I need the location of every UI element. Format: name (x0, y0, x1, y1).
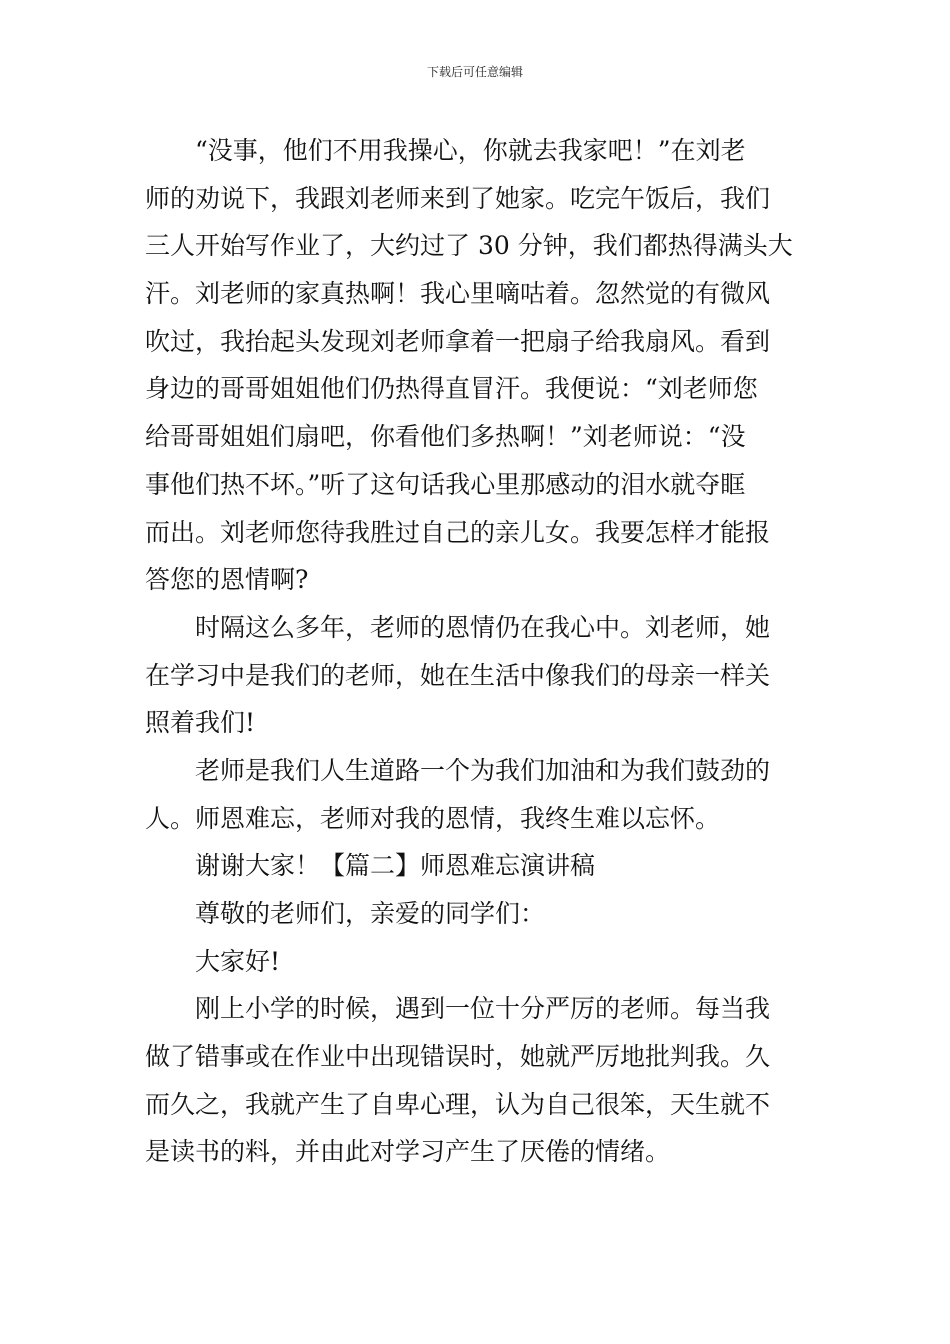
text-line: 汗。刘老师的家真热啊！我心里嘀咕着。忽然觉的有微风 (145, 279, 771, 309)
text-line: 答您的恩情啊? (145, 565, 309, 595)
text-line: 事他们热不坏。”听了这句话我心里那感动的泪水就夺眶 (145, 469, 746, 499)
document-body (145, 127, 809, 1176)
text-line: 师的劝说下，我跟刘老师来到了她家。吃完午饭后，我们 (145, 183, 771, 213)
text-line: 是读书的料，并由此对学习产生了厌倦的情绪。 (145, 1137, 671, 1167)
text-line: 在学习中是我们的老师，她在生活中像我们的母亲一样关 (145, 660, 771, 690)
text-line: 吹过，我抬起头发现刘老师拿着一把扇子给我扇风。看到 (145, 326, 771, 356)
text-line: 人。师恩难忘，老师对我的恩情，我终生难以忘怀。 (145, 803, 721, 833)
text-line: 照着我们! (145, 708, 256, 738)
text-line: 身边的哥哥姐姐他们仍热得直冒汗。我便说：“刘老师您 (145, 374, 758, 404)
text-line: 给哥哥姐姐们扇吧，你看他们多热啊！”刘老师说：“没 (145, 422, 746, 452)
text-line: “没事，他们不用我操心，你就去我家吧！”在刘老 (195, 136, 746, 165)
text-line: 尊敬的老师们，亲爱的同学们： (195, 899, 546, 928)
text-line: 三人开始写作业了，大约过了 30 分钟，我们都热得满头大 (145, 231, 793, 261)
text-line: 而出。刘老师您待我胜过自己的亲儿女。我要怎样才能报 (145, 517, 771, 547)
text-line: 而久之，我就产生了自卑心理，认为自己很笨，天生就不 (145, 1089, 771, 1119)
page-header: 下载后可任意编辑 (426, 65, 523, 79)
text-line: 大家好! (195, 946, 281, 976)
text-line: 做了错事或在作业中出现错误时，她就严厉地批判我。久 (145, 1042, 771, 1072)
text-line: 谢谢大家！【篇二】师恩难忘演讲稿 (195, 851, 596, 881)
text-line: 刚上小学的时候，遇到一位十分严厉的老师。每当我 (195, 994, 771, 1024)
text-line: 老师是我们人生道路一个为我们加油和为我们鼓劲的 (195, 755, 771, 785)
text-line: 时隔这么多年，老师的恩情仍在我心中。刘老师，她 (195, 612, 771, 642)
